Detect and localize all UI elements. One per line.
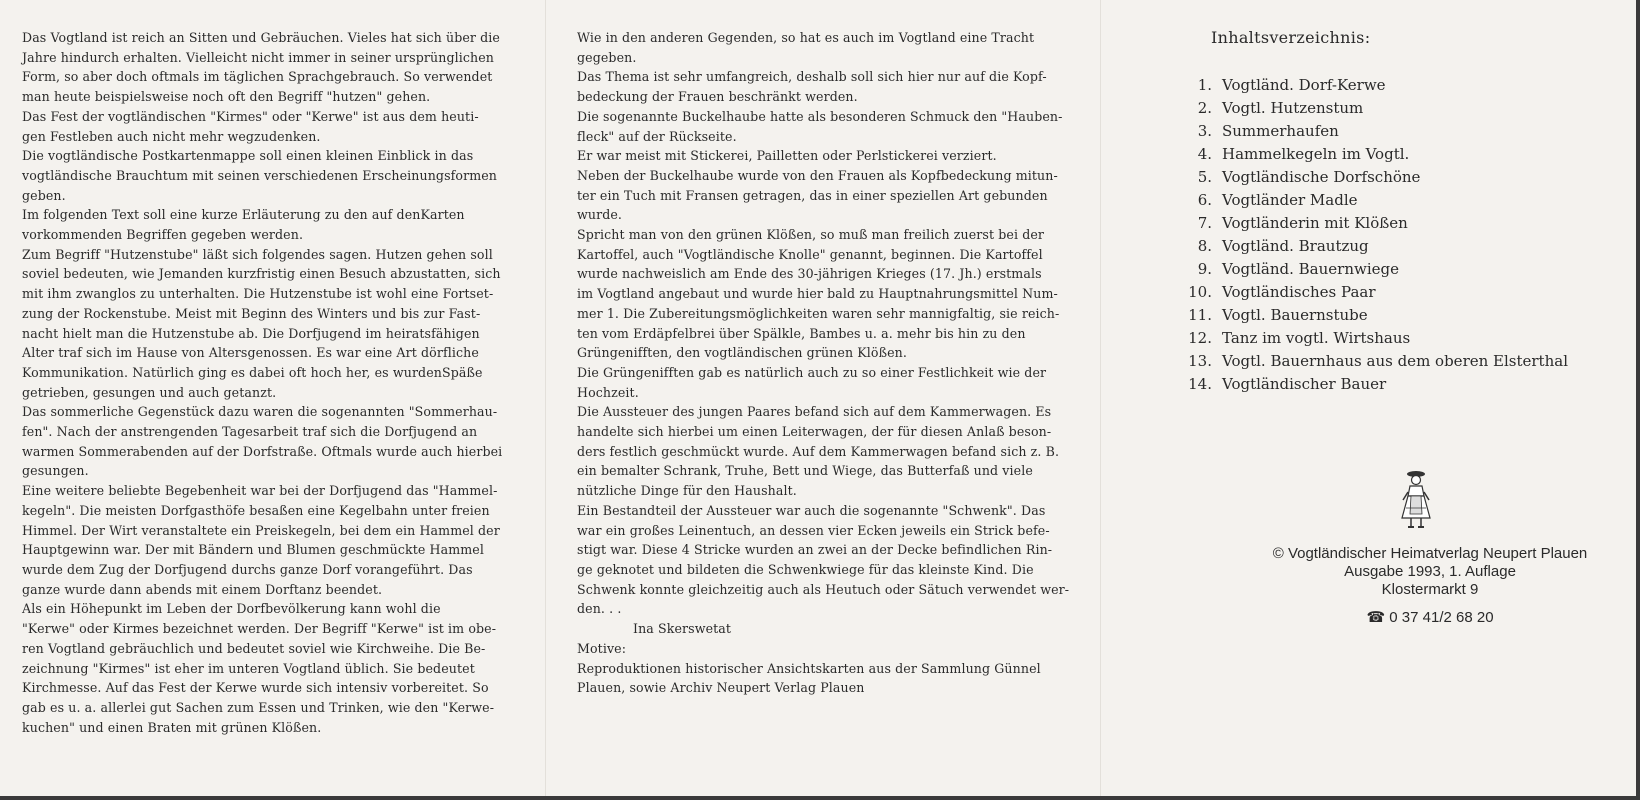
text-line: Die Grüngenifften gab es natürlich auch zu so einer Festlichkeit wie der [577,364,1047,380]
toc-item-title: Vogtländisches Paar [1222,283,1376,301]
text-line: Alter traf sich im Hause von Altersgenossen. Es war eine Art dörfliche [22,345,479,361]
text-line: ge geknotet und bildeten die Schwenkwiege für das kleinste Kind. Die [577,561,1034,577]
text-line: ter ein Tuch mit Fransen getragen, das in einer speziellen Art gebunden [577,187,1048,203]
text-line: Das Vogtland ist reich an Sitten und Gebräuchen. Vieles hat sich über die [22,30,500,45]
toc-item [1170,304,1568,327]
text-line: mit ihm zwanglos zu unterhalten. Die Hutzenstube ist wohl eine Fortset- [22,286,494,302]
text-line: getrieben, gesungen und auch getanzt. [22,384,277,400]
text-line: mer 1. Die Zubereitungsmöglichkeiten waren sehr mannigfaltig, sie reich- [577,305,1060,321]
text-line: Neben der Buckelhaube wurde von den Frauen als Kopfbedeckung mitun- [577,167,1058,183]
text-line: den. . . [577,601,622,617]
text-line: Das Fest der vogtländischen "Kirmes" oder "Kerwe" ist aus dem heuti- [22,108,479,124]
fold-line [545,0,546,796]
text-line: warmen Sommerabenden auf der Dorfstraße. Oftmals wurde auch hierbei [22,443,503,459]
phone-number: 0 37 41/2 68 20 [1389,609,1494,626]
toc-item [1170,235,1568,258]
toc-item-title: Vogtländ. Brautzug [1222,237,1369,255]
toc-item-title: Vogtl. Bauernhaus aus dem oberen Elsterthal [1222,352,1568,370]
text-line: Das Thema ist sehr umfangreich, deshalb soll sich hier nur auf die Kopf- [577,69,1047,85]
toc-item [1170,258,1568,281]
toc-item-title: Vogtländ. Dorf-Kerwe [1222,76,1386,94]
toc-item-number: 5. [1197,168,1212,186]
text-line: nützliche Dinge für den Haushalt. [577,483,797,499]
text-line: kuchen" und einen Braten mit grünen Klößen. [22,719,322,735]
text-line: Im folgenden Text soll eine kurze Erläuterung zu den auf denKarten [22,207,465,223]
text-line: Ein Bestandteil der Aussteuer war auch die sogenannte "Schwenk". Das [577,502,1046,518]
text-line: im Vogtland angebaut und wurde hier bald zu Hauptnahrungsmittel Num- [577,286,1058,302]
text-line: Grüngenifften, den vogtländischen grünen Klößen. [577,345,907,361]
text-column-middle [577,28,1087,698]
toc-item [1170,120,1568,143]
toc-item-number: 11. [1188,306,1212,324]
text-line: ganze wurde dann abends mit einem Dorftanz beendet. [22,581,383,597]
text-line: geben. [22,187,66,203]
toc-item-number: 9. [1197,260,1212,278]
toc-item [1170,373,1568,396]
text-line: Die Aussteuer des jungen Paares befand sich auf dem Kammerwagen. Es [577,404,1052,420]
toc-item-number: 7. [1197,214,1212,232]
toc-item-number: 14. [1188,375,1212,393]
text-line: wurde dem Zug der Dorfjugend durchs ganze Dorf vorangeführt. Das [22,561,473,577]
toc-item [1170,189,1568,212]
folk-costume-woman-icon [1398,470,1434,530]
author-name: Ina Skerswetat [633,621,732,637]
toc-item [1170,327,1568,350]
text-line: gegeben. [577,49,637,65]
text-line: Wie in den anderen Gegenden, so hat es auch im Vogtland eine Tracht [577,30,1035,45]
toc-item-number: 2. [1197,99,1212,117]
text-line: stigt war. Diese 4 Stricke wurden an zwei an der Decke befindlichen Rin- [577,542,1053,558]
toc-item [1170,166,1568,189]
motive-heading: Motive: [577,640,627,656]
text-line: Kartoffel, auch "Vogtländische Knolle" genannt, beginnen. Die Kartoffel [577,246,1043,262]
toc-item [1170,143,1568,166]
text-line: vogtländische Brauchtum mit seinen verschiedenen Erscheinungsformen [22,167,498,183]
toc-item [1170,74,1568,97]
edition-line: Ausgabe 1993, 1. Auflage [1344,563,1516,580]
text-line: ders festlich geschmückt wurde. Auf dem Kammerwagen befand sich z. B. [577,443,1060,459]
text-line: ten vom Erdäpfelbrei über Spälkle, Bambes u. a. mehr bis hin zu den [577,325,1026,341]
text-line: Als ein Höhepunkt im Leben der Dorfbevölkerung kann wohl die [22,601,441,617]
text-line: fen". Nach der anstrengenden Tagesarbeit traf sich die Dorfjugend an [22,424,478,440]
text-line: Hochzeit. [577,384,639,400]
text-line: bedeckung der Frauen beschränkt werden. [577,89,858,105]
telephone-icon: ☎ [1366,609,1386,626]
text-line: vorkommenden Begriffen gegeben werden. [22,227,304,243]
motive-line: Reproduktionen historischer Ansichtskarten aus der Sammlung Günnel [577,660,1041,676]
motive-line: Plauen, sowie Archiv Neupert Verlag Plauen [577,680,865,696]
text-line: Das sommerliche Gegenstück dazu waren die sogenannten "Sommerhau- [22,404,498,420]
text-line: ren Vogtland gebräuchlich und bedeutet soviel wie Kirchweihe. Die Be- [22,640,486,656]
text-line: gab es u. a. allerlei gut Sachen zum Essen und Trinken, wie den "Kerwe- [22,699,495,715]
toc-item-number: 10. [1188,283,1212,301]
text-line: Form, so aber doch oftmals im täglichen Sprachgebrauch. So verwendet [22,69,493,85]
text-line: fleck" auf der Rückseite. [577,128,737,144]
toc-item-number: 6. [1197,191,1212,209]
toc-item [1170,97,1568,120]
text-line: Kirchmesse. Auf das Fest der Kerwe wurde sich intensiv vorbereitet. So [22,680,489,696]
text-line: Er war meist mit Stickerei, Pailletten oder Perlstickerei verziert. [577,148,997,164]
text-line: zeichnung "Kirmes" ist eher im unteren Vogtland üblich. Sie bedeutet [22,660,475,676]
text-line: ein bemalter Schrank, Truhe, Bett und Wiege, das Butterfaß und viele [577,463,1033,479]
text-line: nacht hielt man die Hutzenstube ab. Die Dorfjugend im heiratsfähigen [22,325,480,341]
toc-item-number: 8. [1197,237,1212,255]
text-line: Die vogtländische Postkartenmappe soll einen kleinen Einblick in das [22,148,474,164]
toc-item-title: Hammelkegeln im Vogtl. [1222,145,1410,163]
text-line: zung der Rockenstube. Meist mit Beginn des Winters und bis zur Fast- [22,305,481,321]
column-middle-lines [577,28,1087,619]
text-column-left [22,28,532,737]
toc-item-title: Vogtl. Bauernstube [1222,306,1368,324]
imprint [1230,545,1630,599]
toc-item-title: Vogtländischer Bauer [1222,375,1387,393]
text-line: Kommunikation. Natürlich ging es dabei oft hoch her, es wurdenSpäße [22,364,483,380]
publisher-line: © Vogtländischer Heimatverlag Neupert Plauen [1272,545,1588,562]
toc-item-title: Tanz im vogtl. Wirtshaus [1222,329,1411,347]
text-line: war ein großes Leinentuch, an dessen vier Ecken jeweils ein Strick befe- [577,522,1050,538]
toc-item-title: Vogtländische Dorfschöne [1222,168,1421,186]
toc-item-number: 4. [1197,145,1212,163]
toc-title: Inhaltsverzeichnis: [1211,28,1371,47]
toc-item-title: Summerhaufen [1222,122,1339,140]
text-line: gesungen. [22,463,89,479]
text-line: Die sogenannte Buckelhaube hatte als besonderen Schmuck den "Hauben- [577,108,1063,124]
text-line: Hauptgewinn war. Der mit Bändern und Blumen geschmückte Hammel [22,542,484,558]
text-line: man heute beispielsweise noch oft den Begriff "hutzen" gehen. [22,89,431,105]
toc-item-title: Vogtländerin mit Klößen [1222,214,1408,232]
toc-item [1170,350,1568,373]
toc-item-number: 3. [1197,122,1212,140]
text-line: Zum Begriff "Hutzenstube" läßt sich folgendes sagen. Hutzen gehen soll [22,246,493,262]
table-of-contents [1170,74,1568,396]
toc-item [1170,212,1568,235]
text-line: wurde. [577,207,623,223]
text-line: Eine weitere beliebte Begebenheit war bei der Dorfjugend das "Hammel- [22,483,498,499]
toc-item-number: 12. [1188,329,1212,347]
text-line: handelte sich hierbei um einen Leiterwagen, der für diesen Anlaß beson- [577,424,1052,440]
text-line: soviel bedeuten, wie Jemanden kurzfristig einen Besuch abzustatten, sich [22,266,501,282]
fold-line [1100,0,1101,796]
address-line: Klostermarkt 9 [1381,581,1479,598]
text-line: Himmel. Der Wirt veranstaltete ein Preiskegeln, bei dem ein Hammel der [22,522,500,538]
text-line: "Kerwe" oder Kirmes bezeichnet werden. Der Begriff "Kerwe" ist im obe- [22,621,497,637]
toc-item-title: Vogtländer Madle [1222,191,1358,209]
text-line: Schwenk konnte gleichzeitig auch als Heutuch oder Sätuch verwendet wer- [577,581,1070,597]
toc-item-title: Vogtl. Hutzenstum [1222,99,1364,117]
text-line: wurde nachweislich am Ende des 30-jährigen Krieges (17. Jh.) erstmals [577,266,1042,282]
text-line: gen Festleben auch nicht mehr wegzudenken. [22,128,321,144]
toc-item-number: 1. [1197,76,1212,94]
toc-item [1170,281,1568,304]
toc-item-number: 13. [1188,352,1212,370]
text-line: Jahre hindurch erhalten. Vielleicht nicht immer in seiner ursprünglichen [22,49,494,65]
phone-line [1230,608,1630,626]
text-line: Spricht man von den grünen Klößen, so muß man freilich zuerst bei der [577,227,1045,243]
toc-item-title: Vogtländ. Bauernwiege [1222,260,1399,278]
text-line: kegeln". Die meisten Dorfgasthöfe besaßen eine Kegelbahn unter freien [22,502,490,518]
